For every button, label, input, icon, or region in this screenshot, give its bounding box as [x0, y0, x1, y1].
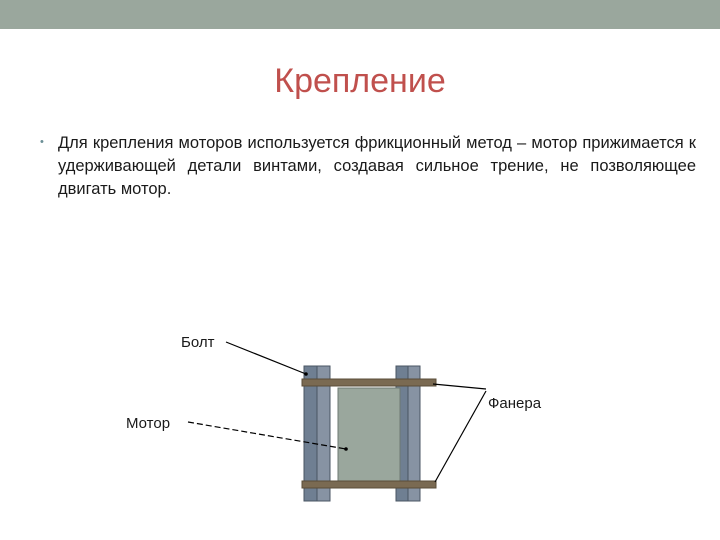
- motor-block: [338, 388, 400, 482]
- motor-label: Мотор: [126, 415, 171, 432]
- plywood-top: [302, 379, 436, 386]
- plywood-leader-top: [433, 384, 486, 389]
- plywood-bottom: [302, 481, 436, 488]
- bolt-leader-line: [226, 342, 306, 374]
- bullet-dot-icon: •: [40, 136, 44, 148]
- plywood-label: Фанера: [488, 395, 542, 412]
- motor-leader-dot: [344, 447, 348, 451]
- plywood-leader-bottom: [435, 391, 486, 482]
- bullet-text: Для крепления моторов используется фрикционный метод – мотор прижимается к удерживающей детали винтами, создавая сильное трение, не позволяющее двигать мотор.: [58, 134, 696, 198]
- bolt-label: Болт: [181, 334, 215, 351]
- slide-title: Крепление: [274, 62, 446, 100]
- bolt-leader-dot: [304, 372, 308, 376]
